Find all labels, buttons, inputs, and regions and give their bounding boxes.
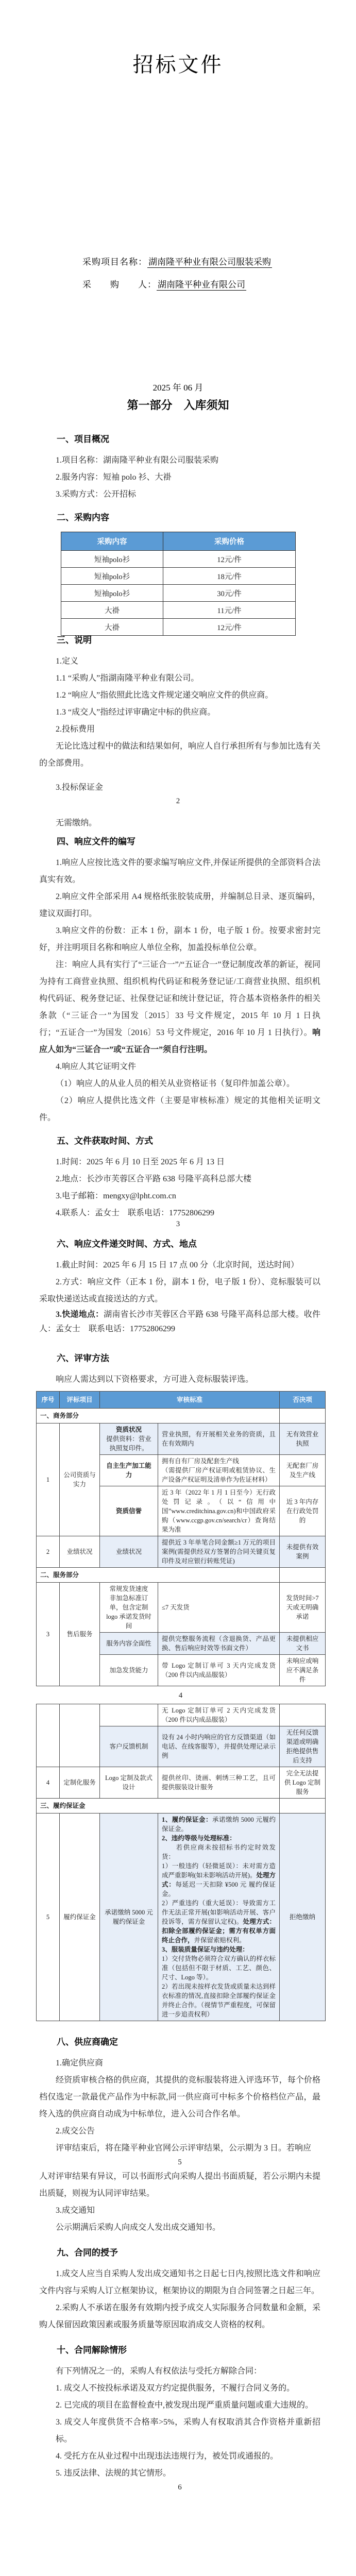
row-no: 2 (37, 1536, 60, 1568)
criterion-veto-empty (280, 1704, 326, 1726)
criterion-standard: 提供近 3 年单笔合同金额≥1 万元的项目案例(需提供经双方签署的合同关键页复印件及对应银行转账凭证) (158, 1536, 280, 1568)
buyer-line (82, 277, 272, 290)
section-heading-6a: 六、响应文件递交时间、方式、地点 (57, 1239, 197, 1249)
criterion-label-title: 资质状况 (115, 1426, 142, 1433)
page-number-2: 2 (176, 797, 180, 805)
paragraph: 1.截止时间：2025 年 6 月 15 日 17 点 00 分（北京时间，送达时间） (56, 1261, 299, 1269)
paragraph: 1.1 “采购人”指湖南隆平种业有限公司。 (56, 674, 199, 683)
paragraph: 2.成交公告 (56, 2127, 95, 2136)
criterion-veto: 近 3 年内存在行政处罚的 (280, 1486, 326, 1536)
criterion-label-sub: 非加急标准订单，包含定制 logo 承诺发货时间 (106, 1595, 151, 1630)
section-row-label: 三、履约保证金 (37, 1799, 280, 1814)
row-item: 定制化服务 (60, 1767, 100, 1799)
cover-title: 招标文件 (132, 53, 224, 76)
criterion-standard: 提供丝印、烫画、刺绣三种工艺，且可提供服装设计服务 (158, 1767, 280, 1799)
table-row (37, 1423, 326, 1455)
row-no: 4 (37, 1767, 60, 1799)
paragraph: 无需缴纳。 (56, 819, 97, 827)
criterion-veto: 未提供相应文书 (280, 1633, 326, 1655)
paragraph: 3.电子邮箱：mengxy@lpht.com.cn (56, 1192, 176, 1200)
page-number-5: 5 (178, 2158, 182, 2166)
section-row-label: 一、商务部分 (37, 1409, 280, 1423)
criterion-veto: 未响应或响应不满足条件 (280, 1655, 326, 1686)
criterion-label: Logo 定制及款式设计 (100, 1767, 158, 1799)
review-block (36, 1391, 325, 2493)
paragraph: 1.定义 (56, 657, 79, 666)
section-response-docs (39, 815, 320, 1222)
section-row-deposit (37, 1799, 326, 1814)
purchase-table-header-content: 采购内容 (61, 532, 163, 551)
cover-date: 2025 年 06 月 (152, 383, 204, 393)
header-standard: 审核标准 (100, 1392, 280, 1409)
paragraph: 公示期满后采购人向成交人发出成交通知书。 (56, 2223, 221, 2232)
criterion-standard: ≤7 天发货 (158, 1583, 280, 1633)
section-heading-2: 二、采购内容 (57, 513, 109, 522)
cell-content: 短袖polo衫 (61, 585, 163, 602)
paragraph: 3.快递地点：湖南省长沙市芙蓉区合平路 638 号隆平高科总部大楼。收件人：孟女士 联系电话：17752806299 (39, 1310, 320, 1333)
empty-cell (280, 1409, 326, 1423)
paragraph: 4.联系人：孟女士 联系电话：17752806299 (56, 1209, 215, 1217)
note-paragraph: 注：响应人具有实行了“三证合一”/“五证合一”登记制度改革的新证，视同为持有工商营业执照、组织机构代码证和税务登记证/工商营业执照、组织机构代码证、税务登记证、社保登记证和统计登记证，符合基本资格条件的相关条款（“三证合一”为国发〔2015〕33 号文件规定，2015 年 10 月 1 日执行；“五证合一”为国发〔2016〕53 号文件规定，2016 年 10 月 1 日执行）。响应人如为“三证合一”或“五证合一”须自行注明。 (39, 960, 320, 1054)
cell-content: 大褂 (61, 602, 163, 619)
paragraph: 2.方式：响应文件（正本 1 份，副本 1 份，电子版 1 份）、竞标服装可以采取快递送达或直接送达的方式。 (39, 1278, 320, 1303)
closing-sections (39, 2033, 320, 2493)
row-no: 3 (37, 1583, 60, 1686)
cell-price: 12元/件 (163, 551, 296, 568)
cell-price: 18元/件 (163, 568, 296, 585)
cell-price: 11元/件 (163, 602, 296, 619)
criterion-label: 服务内容全面性 (100, 1633, 158, 1655)
criterion-standard: 1、履约保证金：承诺缴纳 5000 元履约保证金。 2、违约等级与处理标准： 若供应商未按招标书约定时效发货： 1）一般违约（轻微延误）：未对需方造成严重影响(如未影响活动开展)。处理方式：每延迟一天扣除 ¥500 元 履约保证金。 2）严重违约（重大延误）：导致需方工作无法正常开展(如影响活动开展、客户投诉等，需方保留认定权)。处理方式：扣除全部履约保证金；需方有权单方面终止合作，并保留索赔权利。 3、服装质量保证与违约处理： 1）交付货物必须符合双方确认的样衣标准（包括但不限于材质、工艺、颜色、尺寸、Logo 等）。 2）若出现未按样衣发货或质量未达到样衣标准的情况,直接扣除全部履约保证金并终止合作。（视情节严重程度，可保留进一步追责权利） (158, 1814, 280, 2021)
header-no: 序号 (37, 1392, 60, 1409)
cell-price: 30元/件 (163, 585, 296, 602)
project-name-value: 湖南隆平种业有限公司服装采购 (148, 257, 271, 267)
criterion-standard: 带 Logo 定制订单可 3 天内完成发货（200 件以内成品服装） (158, 1655, 280, 1686)
criterion-standard: 设有 24 小时内响应的官方反馈渠道（如电话、在线客服等），并提供处理记录示例 (158, 1726, 280, 1767)
table-row (61, 568, 296, 585)
section-heading-3: 三、说明 (57, 635, 92, 645)
section-project-overview (39, 431, 320, 530)
cell-price: 12元/件 (163, 619, 296, 636)
section-heading-5: 五、文件获取时间、方式 (57, 1136, 153, 1146)
row-no-empty (37, 1704, 60, 1767)
purchase-table (61, 532, 296, 636)
paragraph: 响应人需达到以下资格要求，方可进入竞标服装评选。 (56, 1375, 254, 1384)
empty-cell (280, 1568, 326, 1583)
paragraph: 1.3 “成交人”指经过评审确定中标的供应商。 (56, 708, 216, 717)
purchase-table-header-price: 采购价格 (163, 532, 296, 551)
table-row (37, 1767, 326, 1799)
section-heading-8: 八、供应商确定 (57, 2037, 118, 2047)
paragraph: 人对评审结果有异议，可以书面形式向采购人提出书面质疑，若公示期内未提出质疑，则视为认同评审结果。 (39, 2172, 320, 2198)
section-row-business (37, 1409, 326, 1423)
section-notes (39, 632, 320, 772)
criterion-veto: 未提供有效案例 (280, 1536, 326, 1568)
paragraph: （2）响应人提供比选文件（主要是审核标准）规定的其他相关证明文件。 (39, 1096, 320, 1122)
table-row (37, 1814, 326, 2021)
table-row (61, 551, 296, 568)
paragraph: 1.成交人应当自采购人发出成交通知书之日起七日内,按照比选文件和响应文件内容与采购人订立框架协议，框架协议的期限为自合同签署之日起三年。 (39, 2269, 320, 2295)
cover-fields (82, 255, 272, 290)
criterion-label: 承诺缴纳 5000 元履约保证金 (100, 1814, 158, 2021)
review-table-header-row (37, 1392, 326, 1409)
page-number-4: 4 (178, 1691, 183, 1700)
review-table-part1 (36, 1391, 326, 1686)
criterion-label-empty (100, 1704, 158, 1726)
paragraph: 1.时间：2025 年 6 月 10 日至 2025 年 6 月 13 日 (56, 1158, 225, 1166)
paragraph: 2.服务内容：短袖 polo 衫、大褂 (56, 473, 172, 482)
paragraph: 2.响应文件全部采用 A4 规格纸张胶装成册，并编制总目录、逐页编码，建议双面打印。 (39, 892, 320, 918)
paragraph: 1.2 “响应人”指依照此比选文件规定递交响应文件的供应商。 (56, 691, 274, 700)
paragraph: 评审结束后，将在隆平种业官网公示评审结果，公示期为 3 日。若响应 (56, 2144, 312, 2153)
criterion-veto: 无任何反馈渠道或明确拒绝提供售后支持 (280, 1726, 326, 1767)
purchase-table-header-row (61, 532, 296, 551)
header-veto: 否决项 (280, 1392, 326, 1409)
empty-cell (280, 1799, 326, 1814)
row-no: 1 (37, 1423, 60, 1536)
section-heading-10: 十、合同解除情形 (57, 2345, 127, 2355)
criterion-veto: 发货时间>7 天或无明确承诺 (280, 1583, 326, 1633)
criterion-veto: 无有效营业执照 (280, 1423, 326, 1455)
table-row (37, 1583, 326, 1633)
review-table-part2 (36, 1704, 326, 2021)
header-item: 评标项目 (60, 1392, 100, 1409)
table-row (61, 602, 296, 619)
row-item: 公司资质与实力 (60, 1423, 100, 1536)
buyer-value: 湖南隆平种业有限公司 (158, 280, 245, 290)
project-name-label: 采购项目名称： (82, 257, 147, 267)
row-item-empty (60, 1704, 100, 1767)
project-name-line (82, 255, 272, 267)
row-no: 5 (37, 1814, 60, 2021)
criterion-label-title: 常规发货速度 (109, 1585, 148, 1592)
criterion-standard: 营业执照，有开展相关业务的资质，且在有效期内 (158, 1423, 280, 1455)
list-item: 5. 违反法律、法规的其它情形。 (56, 2469, 172, 2478)
criterion-standard: 拥有自有厂房及配套生产线 （需提供厂房产权证明或租赁协议、生产设备产权证明及清单作为佐证材料） (158, 1455, 280, 1486)
criterion-label: 自主生产加工能力 (100, 1455, 158, 1486)
paragraph: 3.成交通知 (56, 2206, 95, 2215)
row-item: 业绩状况 (60, 1536, 100, 1568)
page-number-3: 3 (176, 1220, 180, 1228)
criterion-label: 资质信誉 (100, 1486, 158, 1536)
list-item: 4. 受托方在从业过程中出现违法违规行为，被处罚或通报的。 (56, 2452, 279, 2461)
paragraph: 2.投标费用 (56, 725, 95, 734)
section-submission (39, 1235, 320, 1388)
table-row (37, 1704, 326, 1726)
criterion-label: 客户反馈机制 (100, 1726, 158, 1767)
section-heading-6b: 六、评审方法 (57, 1353, 109, 1363)
paragraph: 1.响应人应按比选文件的要求编写响应文件,并保证所提供的全部资料合法真实有效。 (39, 858, 320, 884)
buyer-label: 采 购 人： (82, 280, 157, 290)
section-row-label: 二、服务部分 (37, 1568, 280, 1583)
paragraph: 有下列情况之一的，采购人有权依法与受托方解除合同： (56, 2367, 262, 2376)
paragraph: 3.响应文件的份数：正本 1 份，副本 1 份，电子版 1 份。按要求密封完好，并注明项目名称和响应人单位全称，加盖投标单位公章。 (39, 926, 320, 952)
criterion-standard: 无 Logo 定制订单可 2 天内完成发货（200 件以内成品服装） (158, 1704, 280, 1726)
section-heading-4: 四、响应文件的编写 (57, 837, 135, 846)
page-number-6: 6 (178, 2483, 182, 2492)
paragraph: 无论比选过程中的做法和结果如何，响应人自行承担所有与参加比选有关的全部费用。 (39, 742, 320, 768)
row-item: 售后服务 (60, 1583, 100, 1686)
paragraph: 2.地点：长沙市芙蓉区合平路 638 号隆平高科总部大楼 (56, 1175, 252, 1183)
cell-content: 短袖polo衫 (61, 551, 163, 568)
criterion-veto: 无配套厂房及生产线 (280, 1455, 326, 1486)
criterion-standard: 近 3 年（2022 年 1 月 1 日至今）无行政处罚记录。（以“信用中国”www.creditchina.gov.cn)和中国政府采购（www.ccgp.gov.cn/search/cr）查询结果为准 (158, 1486, 280, 1536)
cell-content: 大褂 (61, 619, 163, 636)
paragraph: 1.确定供应商 (56, 2059, 104, 2067)
bid-bond-heading (39, 779, 320, 796)
criterion-standard: 提供完整服务流程（含退换货、产品更换、售后响应时效等书面文件） (158, 1633, 280, 1655)
paragraph: （1）响应人的从业人员的相关从业资格证书（复印件加盖公章）。 (56, 1079, 295, 1088)
list-item: 3. 成交人年度供货不合格率>5%，采购人有权取消其合作资格并重新招标。 (56, 2418, 320, 2444)
criterion-label-sub: 提供资料：营业执照复印件。 (106, 1435, 151, 1452)
paragraph: 3.采购方式：公开招标 (56, 490, 137, 499)
paragraph: 3.投标保证金 (56, 783, 104, 792)
list-item: 2. 已完成的项目在监督检查中,被发现出现严重质量问题或重大违规的。 (56, 2401, 314, 2410)
section-heading-9: 九、合同的授予 (57, 2248, 118, 2258)
criterion-label: 加急发货能力 (100, 1655, 158, 1686)
table-row (37, 1536, 326, 1568)
criterion-veto: 完全无法提供 Logo 定制服务 (280, 1767, 326, 1799)
criterion-label: 业绩状况 (100, 1536, 158, 1568)
criterion-label (100, 1423, 158, 1455)
paragraph: 经资质审核合格的供应商，其提供的竞标服装将进入评选环节，每个价格档仅选定一款最优产品作为中标款,同一供应商可中标多个价格档位产品，最终入选的供应商自动成为中标单位，进入公司合作名单。 (39, 2076, 320, 2119)
paragraph: 1.项目名称：湖南隆平种业有限公司服装采购 (56, 456, 219, 465)
criterion-veto: 拒绝缴纳 (280, 1814, 326, 2021)
paragraph: 4.响应人其它证明文件 (56, 1062, 137, 1071)
list-item: 1. 成交人不按投标承诺及双方约定提供服务，不履行合同义务的。 (56, 2384, 295, 2393)
table-row (61, 585, 296, 602)
paragraph: 2.采购人不承诺在服务有效期内授予成交人实际服务合同数量和金额，采购人保留因政策因素或服务质量等原因取消成交人资格的权利。 (39, 2303, 320, 2329)
criterion-label (100, 1583, 158, 1633)
cell-content: 短袖polo衫 (61, 568, 163, 585)
part1-heading: 第一部分 入库须知 (127, 399, 229, 412)
section-heading-1: 一、项目概况 (57, 434, 109, 444)
section-row-service (37, 1568, 326, 1583)
row-item: 履约保证金 (60, 1814, 100, 2021)
